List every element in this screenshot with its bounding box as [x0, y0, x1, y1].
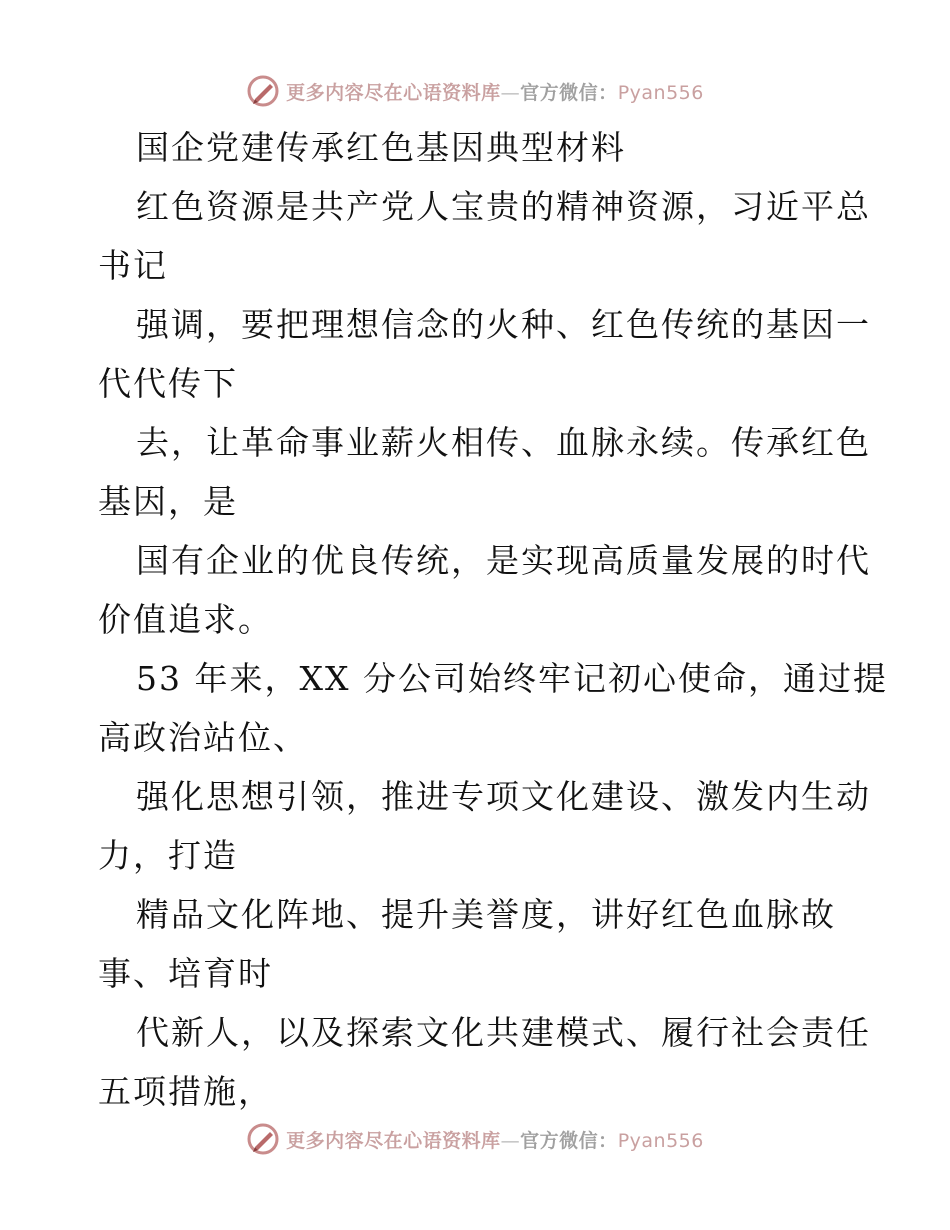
text-line: 53 年来，XX 分公司始终牢记初心使命，通过提	[136, 659, 888, 698]
text-line: 代代传下	[98, 364, 238, 403]
text-line: 红色资源是共产党人宝贵的精神资源，习近平总	[136, 187, 871, 226]
document-body	[98, 118, 888, 1121]
watermark-brand: 更多内容尽在心语资料库	[286, 81, 501, 104]
watermark-label: 官方微信：	[520, 81, 618, 104]
text-line: 力，打造	[98, 836, 238, 875]
watermark-text	[286, 78, 704, 105]
text-line: 价值追求。	[98, 600, 273, 639]
watermark-separator: —	[500, 1129, 521, 1152]
text-line: 国有企业的优良传统，是实现高质量发展的时代	[136, 541, 871, 580]
watermark-banner-top	[0, 71, 950, 111]
text-line: 精品文化阵地、提升美誉度，讲好红色血脉故	[136, 895, 836, 934]
text-line: 强调，要把理想信念的火种、红色传统的基因一	[136, 305, 871, 344]
watermark-id: Pyan556	[617, 1129, 704, 1152]
watermark-text	[286, 1126, 704, 1153]
watermark-separator: —	[500, 81, 521, 104]
watermark-brand: 更多内容尽在心语资料库	[286, 1129, 501, 1152]
text-line: 五项措施，	[98, 1072, 273, 1111]
text-line: 基因，是	[98, 482, 238, 521]
text-line: 强化思想引领，推进专项文化建设、激发内生动	[136, 777, 871, 816]
watermark-id: Pyan556	[617, 81, 704, 104]
text-line: 代新人，以及探索文化共建模式、履行社会责任	[136, 1013, 871, 1052]
watermark-banner-bottom	[0, 1119, 950, 1159]
text-line: 去，让革命事业薪火相传、血脉永续。传承红色	[136, 423, 871, 462]
pen-logo-icon	[246, 1122, 280, 1156]
document-title: 国企党建传承红色基因典型材料	[136, 128, 626, 167]
text-line: 书记	[98, 246, 168, 285]
text-line: 高政治站位、	[98, 718, 308, 757]
watermark-label: 官方微信：	[520, 1129, 618, 1152]
text-line: 事、培育时	[98, 954, 273, 993]
pen-logo-icon	[246, 74, 280, 108]
